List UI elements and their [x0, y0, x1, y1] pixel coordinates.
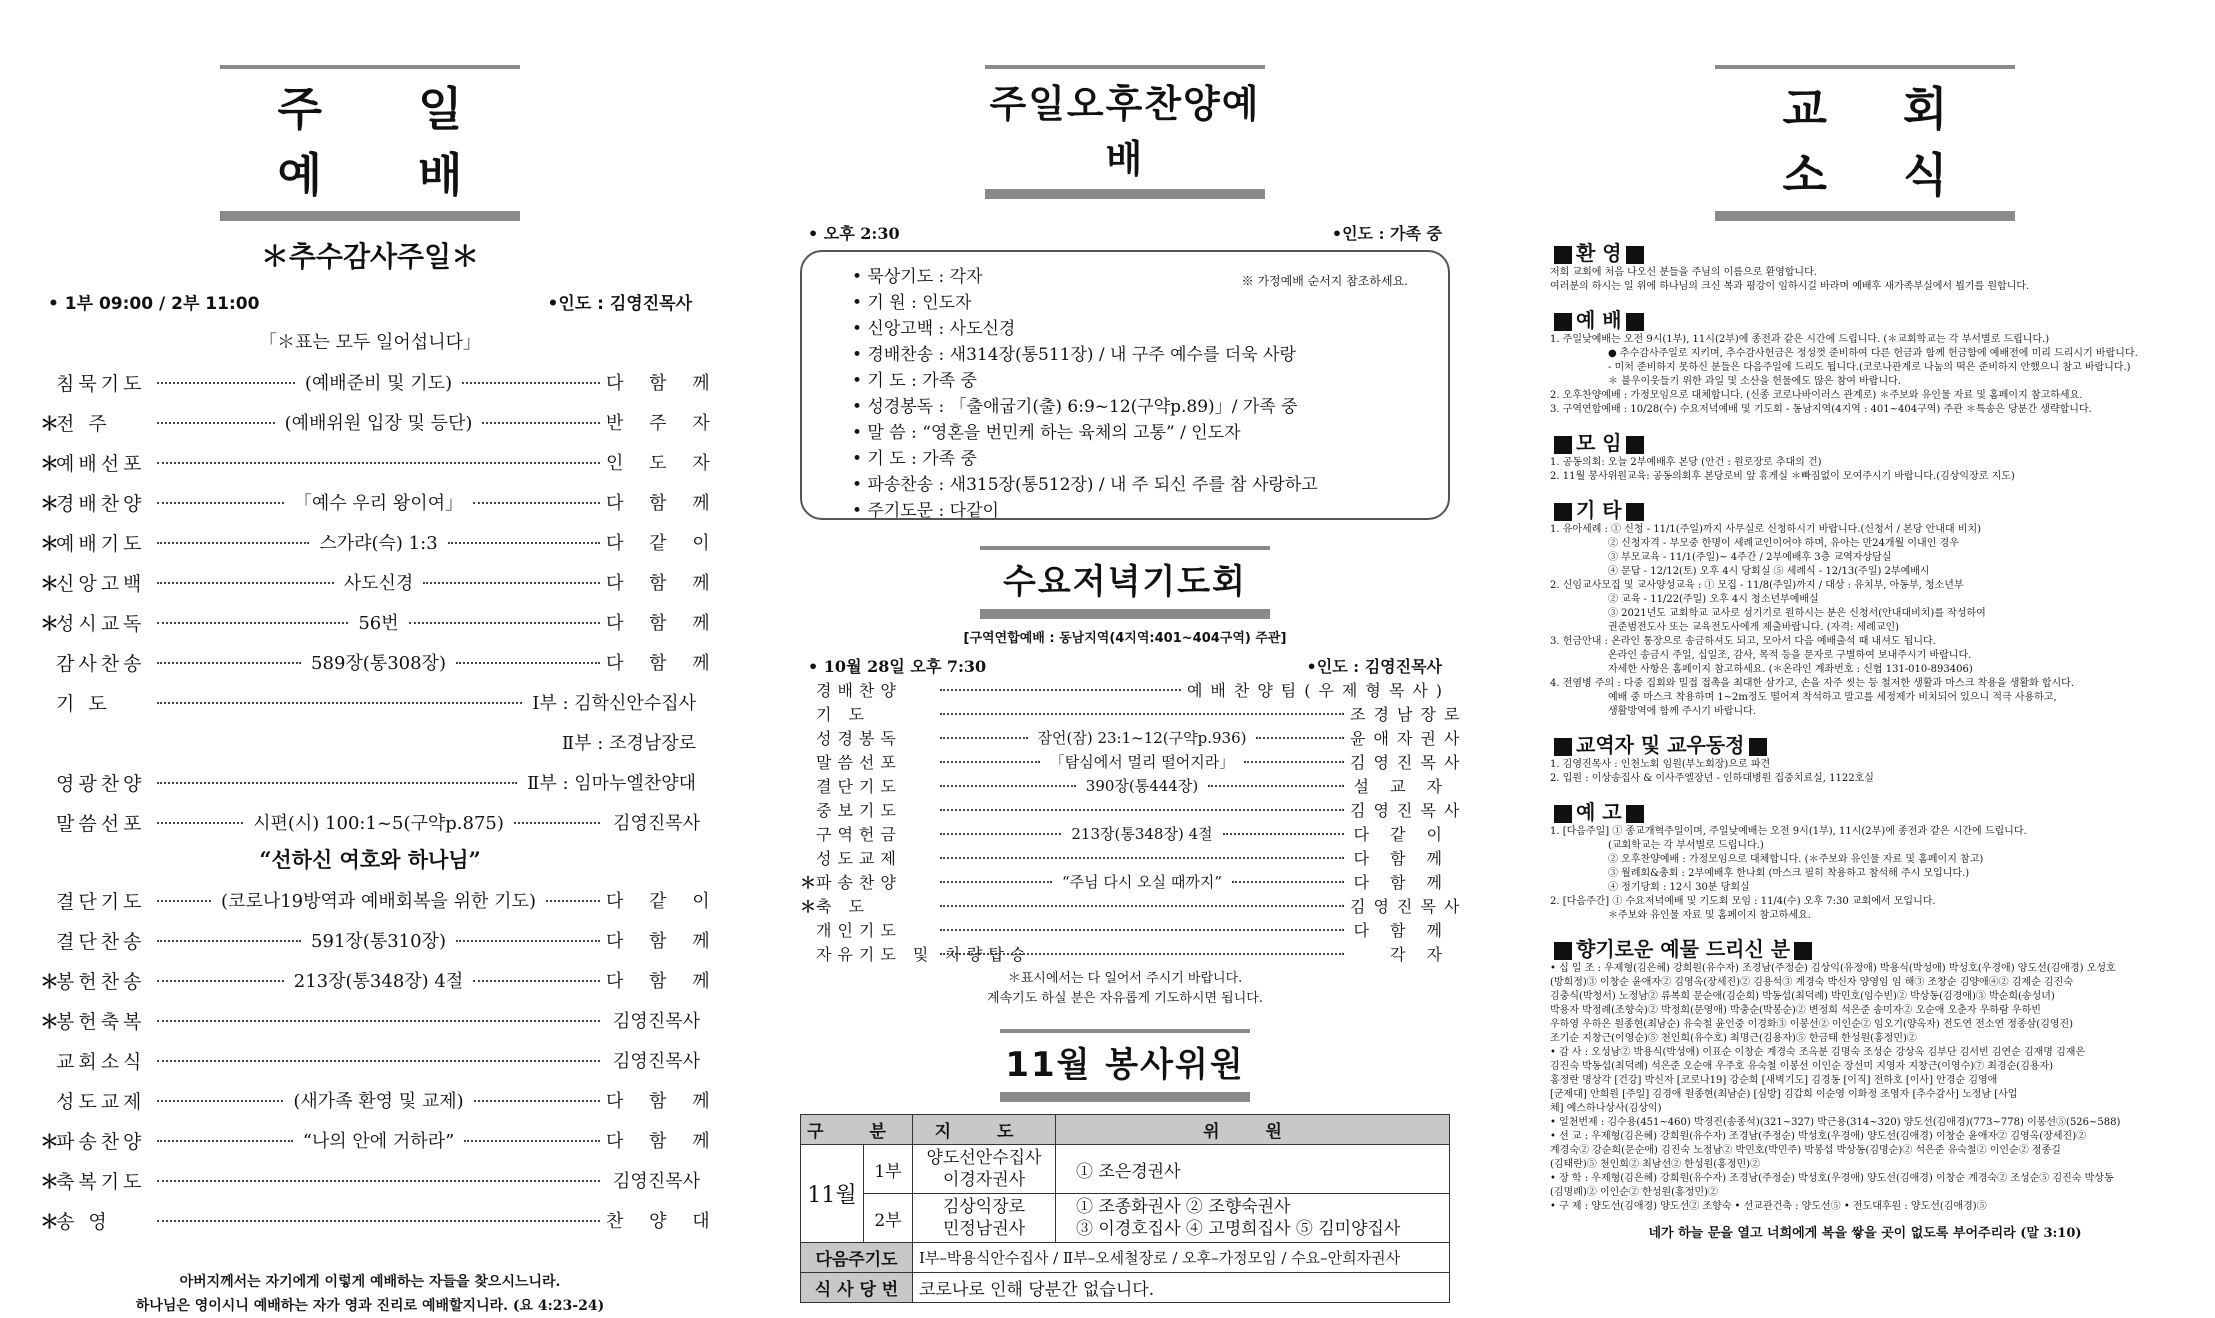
service-row: [40, 402, 720, 442]
part1-leader: 양도선안수집사 이경자권사: [913, 1145, 1056, 1194]
etc-line: 온라인 송금시 주일, 십일조, 감사, 목적 등을 문자로 구별하여 보내주시기 바랍니다.: [1608, 650, 1972, 661]
item-name: 경배찬양: [816, 680, 902, 700]
sunday-worship-title: 주 일 예 배: [277, 82, 503, 202]
offering-line: (방희정)③ 이창순 윤애자② 김영옥(장세진)② 김용석③ 계경숙 박신자 양영임 임 해③ 조창순 김양애④② 김제순 김진숙: [1550, 977, 2073, 988]
notice-line: ④ 정기당회 : 12시 30분 당회실: [1608, 882, 1750, 893]
notice-line: ＊주보와 유인물 자료 및 홈페이지 참고하세요.: [1608, 910, 1811, 921]
welcome-line: 여러분의 하시는 일 위에 하나님의 크신 복과 평강이 임하시길 바라며 예배후 새가족부실에서 뵙기를 원합니다.: [1550, 281, 2030, 292]
prayer-label: 기 도: [56, 692, 111, 715]
part1-cell: 1부: [864, 1145, 913, 1194]
service-row: [40, 960, 720, 1000]
item-content: 잠언(잠) 23:1~12(구약p.936): [1037, 728, 1247, 747]
meeting-heading: 모 임: [1550, 427, 2180, 456]
item-person: 인 도 자: [606, 453, 720, 474]
etc-line: 3. 헌금안내 : 온라인 통장으로 송금하셔도 되고, 모아서 다음 예배출석 때 내셔도 됩니다.: [1550, 636, 1936, 647]
service-row: [40, 1040, 700, 1080]
worship-heading: 예 배: [1550, 304, 2180, 333]
offering-line: • 구 제 : 양도선(김애경) 양도선② 조향숙 • 선교관건축 : 양도선⑤ • 전도대후원 : 양도선(김애경)⑤: [1550, 1201, 1987, 1212]
stand-marker: ＊: [40, 1130, 60, 1153]
glory-choir: Ⅱ부 : 임마누엘찬양대: [527, 773, 696, 794]
afternoon-line: • 주기도문 : 다같이: [852, 501, 999, 521]
item-person: 다 함 께: [606, 1131, 720, 1152]
service-row: [800, 773, 1450, 797]
meal-label: 식 사 당 번: [801, 1273, 913, 1303]
item-content: “나의 안에 거하라”: [302, 1131, 455, 1152]
col-leader: 지 도: [913, 1115, 1056, 1145]
stand-marker: ＊: [40, 970, 60, 993]
service-row: [800, 869, 1450, 893]
stand-marker: ＊: [40, 1010, 60, 1033]
item-name: 신앙고백: [56, 572, 146, 595]
service-row: [40, 880, 720, 920]
meeting-line: 1. 공동의회: 오늘 2부예배후 본당 (안건 : 원로장로 추대의 건): [1550, 457, 1822, 468]
item-name: 성경봉독: [816, 728, 902, 748]
item-name: 파송찬양: [56, 1130, 146, 1153]
etc-line: 1. 유아세례 : ① 신청 - 11/1(주일)까지 사무실로 신청하시기 바랍니다.(신청서 / 본당 안내대 비치): [1550, 524, 1982, 535]
wednesday-banner: [980, 546, 1270, 619]
news-banner: [1715, 65, 2015, 221]
news-title: 교 회 소 식: [1782, 82, 1978, 202]
service-row: [800, 941, 1450, 965]
welcome-heading: 환 영: [1550, 237, 2180, 266]
service-row: [800, 821, 1450, 845]
volunteers-title: 11월 봉사위원: [1005, 1045, 1245, 1085]
item-content: 390장(통444장): [1085, 776, 1199, 795]
item-content: 「예수 우리 왕이여」: [293, 493, 464, 514]
part2-members-line1: ① 조종화권사 ② 조향숙권사: [1076, 1197, 1291, 1217]
offering-line: [군제대] 안희원 [주일] 김경애 원종현(최남순) [심방] 김갑희 이순영 이화정 조영자 [추수감사] 노정남 [사업: [1550, 1089, 2018, 1100]
item-person: 반 주 자: [606, 413, 720, 434]
wednesday-leader: •인도 : 김영진목사: [1306, 657, 1442, 676]
prayer-part1: Ⅰ부 : 김학신안수집사: [532, 693, 696, 714]
item-content: 589장(통308장): [311, 653, 446, 674]
item-person: 김영진목사: [613, 1011, 700, 1032]
staff-line: 2. 입원 : 이상송집사 & 이사주엘장년 - 인하대병원 집중치료실, 1122호실: [1550, 773, 1874, 784]
item-name: 말씀선포: [816, 752, 902, 772]
sermon-text: 시편(시) 100:1~5(구약p.875): [253, 813, 504, 834]
wednesday-title: 수요저녁기도회: [1003, 562, 1247, 602]
staff-text: [1550, 758, 2180, 786]
worship-line: 1. 주일낮예배는 오전 9시(1부), 11시(2부)에 종전과 같은 시간에 드립니다. (＊교회학교는 각 부서별로 드립니다.): [1550, 334, 2050, 345]
item-content: “주님 다시 오실 때까지”: [1061, 872, 1223, 891]
notice-line: 1. [다음주일] ① 종교개혁주일이며, 주일낮예배는 오전 9시(1부), 11시(2부)에 종전과 같은 시간에 드립니다.: [1550, 826, 2027, 837]
afternoon-line: • 기 원 : 인도자: [852, 293, 972, 313]
volunteers-table: [800, 1114, 1450, 1303]
item-person: 김영진목사: [613, 1171, 700, 1192]
service-row: [40, 642, 720, 682]
item-content: 56번: [358, 613, 399, 634]
item-content: 「탐심에서 멀리 떨어지라」: [1049, 752, 1235, 771]
offering-line: 조기순 지창근(이영순)⑤ 천인희(유수호) 최명근(김용자)⑤ 한금태 한성원(홍정민)②: [1550, 1033, 1917, 1044]
wednesday-time: • 10월 28일 오후 7:30: [808, 657, 987, 676]
stand-note: 「＊표는 모두 일어섭니다」: [259, 332, 481, 353]
item-person: 다 함 께: [606, 971, 720, 992]
service-row: [800, 797, 1468, 821]
offering-line: 박용자 박정례(조향숙)② 박정희(문영애) 박충순(박봉순)② 변정희 석은준 송미자② 오순애 오춘자 우하람 우하빈: [1550, 1005, 2041, 1016]
meeting-text: [1550, 456, 2180, 484]
item-person: 다 함 께: [606, 653, 720, 674]
afternoon-leader: •인도 : 가족 중: [1331, 224, 1442, 243]
etc-line: ③ 부모교육 - 11/1(주일)~ 4주간 / 2부예배후 3층 교역자상담실: [1608, 552, 1892, 563]
offering-text: [1550, 962, 2180, 1214]
service-row: [40, 522, 720, 562]
offering-line: (김명례)② 이인순② 한성원(홍정민)②: [1550, 1187, 1718, 1198]
footer-verse: 네가 하늘 문을 열고 너희에게 복을 쌓을 곳이 없도록 부어주리라 (말 3:10): [1648, 1226, 2082, 1241]
etc-line: ② 교육 - 11/22(주일) 오후 4시 청소년부예배실: [1608, 594, 1819, 605]
afternoon-line: • 파송찬송 : 새315장(통512장) / 내 주 되신 주를 참 사랑하고: [852, 475, 1318, 495]
item-name: 성도교제: [56, 1090, 146, 1113]
service-row: [40, 1160, 700, 1200]
item-name: 축 도: [816, 896, 870, 916]
welcome-text: [1550, 266, 2180, 294]
scripture-verse: [40, 1270, 700, 1318]
afternoon-line: • 신앙고백 : 사도신경: [852, 319, 1016, 339]
item-name: 성도교제: [816, 848, 902, 868]
item-name: 개인기도: [816, 920, 902, 940]
notice-line: ② 오후찬양예배 : 가정모임으로 대체합니다. (＊주보와 유인물 자료 및 홈페이지 참고): [1608, 854, 1984, 865]
staff-heading: 교역자 및 교우동정: [1550, 729, 2180, 758]
meal-duty: 코로나로 인해 당분간 없습니다.: [913, 1273, 1450, 1303]
worship-text: [1550, 333, 2180, 417]
stand-marker: ＊: [40, 1170, 60, 1193]
notice-line: ③ 월례회&총회 : 2부예배후 한나회 (마스크 필히 착용하고 참석해 주시 모입니다.): [1608, 868, 1970, 879]
col-division: 구 분: [801, 1115, 913, 1145]
offering-heading: 향기로운 예물 드리신 분: [1550, 933, 2180, 962]
afternoon-line: • 기 도 : 가족 중: [852, 449, 977, 469]
service-row: [40, 1120, 720, 1160]
service-leader: •인도 : 김영진목사: [547, 294, 692, 314]
next-prayer: Ⅰ부–박용식안수집사 / Ⅱ부–오세철장로 / 오후–가정모임 / 수요–안희자권사: [913, 1243, 1450, 1273]
stand-marker: ＊: [40, 612, 60, 635]
stand-marker: ＊: [800, 896, 817, 916]
item-person: 김영진목사: [613, 1051, 700, 1072]
service-row: [40, 1080, 720, 1120]
item-person: 다 함 께: [1353, 872, 1450, 892]
item-name: 중보기도: [816, 800, 902, 820]
part2-leader: 김상익장로 민정남권사: [913, 1194, 1056, 1243]
item-content: 스가랴(슥) 1:3: [319, 533, 438, 554]
service-row-glory: [40, 762, 700, 802]
offering-line: 홍정란 명상각 [건강] 박신자 [코로나19] 강순희 [새벽기도] 김경동 [이직] 전하호 [이사] 안경순 김영애: [1550, 1075, 1998, 1086]
item-name: 전 주: [56, 412, 111, 435]
item-name: 예배기도: [56, 532, 146, 555]
etc-line: 2. 신임교사모집 및 교사양성교육 : ① 모집 - 11/8(주일)까지 / 대상 : 유치부, 아동부, 청소년부: [1550, 580, 1964, 591]
item-person: 다 함 께: [606, 573, 720, 594]
item-name: 구역헌금: [816, 824, 902, 844]
offering-line: (김태란)⑤ 천인희② 최남선② 한성원(홍정민)②: [1550, 1159, 1761, 1170]
notice-heading: 예 고: [1550, 796, 2180, 825]
item-name: 교회소식: [56, 1050, 146, 1073]
etc-line: ④ 문답 - 12/12(토) 오후 4시 당회실 ⑤ 세례식 - 12/13(주일) 2부예배시: [1608, 566, 1930, 577]
stand-marker: ＊: [40, 452, 60, 475]
service-row-prayer2: [40, 722, 700, 762]
item-name: 봉헌축복: [56, 1010, 146, 1033]
offering-line: 김충식(박청서) 노정남② 류복희 문순애(김순희) 박동섭(최덕례) 박민호(임수빈)② 박상동(김경애)③ 박순희(송성녀): [1550, 991, 2055, 1002]
item-person: 조경남장로: [1350, 704, 1468, 724]
wednesday-order: [800, 677, 1468, 965]
service-row: [800, 893, 1468, 917]
service-row: [800, 701, 1468, 725]
order-of-service: [40, 362, 720, 682]
etc-line: ② 신청자격 - 부모중 한명이 세례교인이어야 하며, 유아는 만24개월 이내인 경우: [1608, 538, 1959, 549]
item-person: 다 함 께: [606, 1091, 720, 1112]
item-person: 다 같 이: [606, 891, 720, 912]
item-content: 213장(통348장) 4절: [1071, 824, 1213, 843]
part2-members: [1056, 1194, 1450, 1243]
sunday-worship-banner: [220, 65, 520, 221]
thanksgiving-subtitle: ＊추수감사주일＊: [260, 240, 480, 273]
part2-members-line2: ③ 이경호집사 ④ 고명희집사 ⑤ 김미양집사: [1076, 1219, 1401, 1239]
worship-line: 2. 오후찬양예배 : 가정모임으로 대체합니다. (신종 코로나바이러스 관계로) ＊주보와 유인물 자료 및 홈페이지 참고하세요.: [1550, 390, 2083, 401]
glory-label: 영광찬양: [56, 772, 146, 795]
church-news-column: [1550, 0, 2180, 1240]
item-name: 결단기도: [56, 890, 146, 913]
offering-line: • 십 일 조 : 우제형(김은혜) 강희원(유수자) 조경남(주정순) 김상익(유정애) 박용식(박성애) 박성호(우경애) 양도선(김애경) 오성호: [1550, 963, 2116, 974]
item-person: 다 함 께: [606, 373, 720, 394]
item-name: 성시교독: [56, 612, 146, 635]
sermon-label: 말씀선포: [56, 812, 146, 835]
part2-cell: 2부: [864, 1194, 913, 1243]
worship-line: 3. 구역연합예배 : 10/28(수) 수요저녁예배 및 기도회 - 동남지역(4지역 : 401~404구역) 주관 ＊특송은 당분간 생략합니다.: [1550, 404, 2092, 415]
part1-members: ① 조은경권사: [1056, 1145, 1450, 1194]
offering-line: • 선 교 : 우제형(김은혜) 강희원(유수자) 조경남(주정순) 박성호(우경애) 양도선(김애경) 이창순 윤애자② 김영옥(장세진)②: [1550, 1131, 2087, 1142]
meeting-line: 2. 11월 봉사위원교육: 공동의회후 본당로비 앞 휴게실 ＊빠짐없이 모여주시기 바랍니다.(김상익장로 지도): [1550, 471, 2015, 482]
item-person: 김영진목사: [1350, 896, 1468, 916]
item-name: 파송찬양: [816, 872, 902, 892]
item-person: 설 교 자: [1353, 776, 1450, 796]
service-row: [800, 677, 1450, 701]
item-person: 다 같 이: [606, 533, 720, 554]
service-row: [800, 749, 1468, 773]
item-name: 기 도: [816, 704, 870, 724]
stand-marker: ＊: [800, 872, 817, 892]
item-name: 감사찬송: [56, 652, 146, 675]
offering-line: • 일천번제 : 김수용(451~460) 박경진(송종석)(321~327) 박근용(314~320) 양도선(김애경)(773~778) 이봉선⑤(526~588): [1550, 1117, 2121, 1128]
service-row: [40, 442, 720, 482]
next-prayer-label: 다음주기도: [801, 1243, 913, 1273]
item-content: 591장(통310장): [311, 931, 446, 952]
etc-line: 예배 중 마스크 착용하며 1~2m정도 떨어져 착석하고 말고를 세정제가 비치되어 있으니 적극 사용하고,: [1608, 692, 2057, 703]
service-row: [40, 362, 720, 402]
offering-line: 계경숙② 강순희(문순애) 김진숙 노정남② 박민호(박민주) 박봉섭 박상동(김명순)② 석은준 유숙철② 이인순② 정종길: [1550, 1145, 2061, 1156]
afternoon-line: • 성경봉독 : 「출애굽기(출) 6:9~12(구약p.89)」/ 가족 중: [852, 397, 1298, 417]
wednesday-note-2: 계속기도 하실 분은 자유롭게 기도하시면 됩니다.: [987, 991, 1263, 1006]
item-person: 찬 양 대: [606, 1211, 720, 1232]
item-name: 결단기도: [816, 776, 902, 796]
item-person: 다 함 께: [1353, 848, 1450, 868]
item-name: 송 영: [56, 1210, 111, 1233]
etc-line: 4. 전염병 주의 : 다중 집회와 밀접 접촉을 최대한 삼가고, 손을 자주 씻는 등 철저한 생활과 마스크 착용을 생활화 합시다.: [1550, 678, 2075, 689]
service-row: [40, 482, 720, 522]
afternoon-column: [800, 0, 1468, 1300]
item-person: 다 함 께: [606, 493, 720, 514]
welcome-line: 저희 교회에 처음 나오신 분들을 주님의 이름으로 환영합니다.: [1550, 267, 1817, 278]
item-person: 다 함 께: [1353, 920, 1450, 940]
afternoon-line: • 말 씀 : “영혼을 번민케 하는 육체의 고통” / 인도자: [852, 423, 1241, 443]
stand-marker: ＊: [40, 412, 60, 435]
item-person: 김영진목사: [1350, 752, 1468, 772]
item-person: 각 자: [1390, 944, 1450, 964]
item-person: 윤애자권사: [1350, 728, 1468, 748]
service-row: [40, 562, 720, 602]
afternoon-time: • 오후 2:30: [808, 224, 900, 243]
item-name: 봉헌찬송: [56, 970, 146, 993]
item-person: 김영진목사: [1350, 800, 1468, 820]
col-members: 위 원: [1056, 1115, 1450, 1145]
service-row: [800, 845, 1450, 869]
service-row: [40, 602, 720, 642]
offering-line: 김진숙 박동섭(최덕례) 석은준 오순애 우주호 유숙철 이봉선 이인순 장선미 지영자 지창근(이영수)⑦ 최경순(김용자): [1550, 1061, 2054, 1072]
service-row: [40, 1000, 700, 1040]
afternoon-title: 주일오후찬양예배: [989, 82, 1261, 181]
worship-line: ● 추수감사주일로 지키며, 추수감사헌금은 정성껏 준비하여 다른 헌금과 함께 헌금함에 예배전에 미리 드리시기 바랍니다.: [1608, 348, 2138, 359]
wednesday-note-1: ＊표시에서는 다 일어서 주시기 바랍니다.: [1007, 971, 1243, 986]
volunteers-banner: [1000, 1029, 1250, 1102]
worship-line: ＊ 불우이웃들기 위한 과일 및 소산을 헌물에도 많은 참여 바랍니다.: [1608, 376, 1901, 387]
item-name: 예배선포: [56, 452, 146, 475]
notice-line: (교회학교는 각 부서별로 드립니다.): [1608, 840, 1764, 851]
etc-line: 권준범전도사 또는 교육전도사에게 제출바랍니다. (자격: 세례교인): [1608, 622, 1900, 633]
item-name: 침묵기도: [56, 372, 146, 395]
etc-text: [1550, 523, 2180, 719]
item-person: 다 같 이: [1353, 824, 1450, 844]
offering-line: • 장 학 : 우제형(김은혜) 강희원(유수자) 조경남(주정순) 박성호(우경애) 양도선(김애경) 이창순 계경숙② 조성순⑤ 김진숙 박상동: [1550, 1173, 2114, 1184]
service-times: • 1부 09:00 / 2부 11:00: [48, 294, 260, 314]
item-name: 경배찬양: [56, 492, 146, 515]
service-row: [40, 920, 720, 960]
afternoon-line: • 경배찬송 : 새314장(통511장) / 내 구주 예수를 더욱 사랑: [852, 345, 1296, 365]
district-note: [구역연합예배 : 동남지역(4지역:401~404구역) 주관]: [963, 631, 1287, 646]
worship-line: - 미처 준비하지 못하신 분들은 다음주일에 드리도 됩니다.(코로나관계로 나눔의 떡은 준비하지 안했으니 참고 바랍니다.): [1608, 362, 2131, 373]
verse-line-2: 하나님은 영이시니 예배하는 자가 영과 진리로 예배할지니라. (요 4:23-24): [135, 1298, 605, 1314]
verse-line-1: 아버지께서는 자기에게 이렇게 예배하는 자들을 찾으시느니라.: [179, 1274, 561, 1290]
offering-line: 체] 예스하나상사(김상익): [1550, 1103, 1662, 1114]
stand-marker: ＊: [40, 532, 60, 555]
sunday-worship-column: [40, 0, 720, 1314]
item-content: (예배준비 및 기도): [304, 373, 453, 394]
notice-line: 2. [다음주간] ① 수요저녁예배 및 기도회 모임 : 11/4(수) 오후 7:30 교회에서 모입니다.: [1550, 896, 1936, 907]
staff-line: 1. 김영진목사 : 인천노회 임원(부노회장)으로 파견: [1550, 759, 1771, 770]
notice-text: [1550, 825, 2180, 923]
stand-marker: ＊: [40, 1210, 60, 1233]
item-content: (예배위원 입장 및 등단): [284, 413, 473, 434]
item-name: 축복기도: [56, 1170, 146, 1193]
item-person: 예배찬양팀(우제형목사): [1186, 680, 1450, 700]
item-content: 사도신경: [343, 573, 414, 594]
etc-line: 생활방역에 함께 주시기 바랍니다.: [1608, 706, 1756, 717]
month-cell: 11월: [801, 1145, 864, 1243]
item-name: 자유기도 및 차량탑승: [816, 944, 1032, 964]
afternoon-line: • 기 도 : 가족 중: [852, 371, 977, 391]
sermon-title: “선하신 여호와 하나님”: [259, 847, 481, 872]
stand-marker: ＊: [40, 572, 60, 595]
item-person: 다 함 께: [606, 613, 720, 634]
etc-heading: 기 타: [1550, 494, 2180, 523]
item-content: (코로나19방역과 예배회복을 위한 기도): [221, 891, 536, 912]
afternoon-banner: [985, 65, 1265, 199]
order-of-service-2: [40, 880, 720, 1240]
etc-line: 자세한 사항은 홈페이지 참고하세요. (＊온라인 계좌번호 : 신협 131-010-893406): [1608, 664, 1973, 675]
service-row: [800, 917, 1450, 941]
item-name: 결단찬송: [56, 930, 146, 953]
service-row-prayer: [40, 682, 700, 722]
stand-marker: ＊: [40, 492, 60, 515]
prayer-part2: Ⅱ부 : 조경남장로: [561, 733, 696, 754]
afternoon-line: • 묵상기도 : 각자: [852, 267, 983, 287]
family-note: ※ 가정예배 순서지 참조하세요.: [1241, 274, 1408, 288]
service-row: [800, 725, 1468, 749]
offering-line: • 감 사 : 오성남② 박용식(박성애) 이표순 이창순 계경숙 조옥분 김명숙 조성순 강상옥 김부단 김서빈 김연순 김재명 김재은: [1550, 1047, 2086, 1058]
item-person: 다 함 께: [606, 931, 720, 952]
item-content: 213장(통348장) 4절: [293, 971, 464, 992]
service-row-sermon: [40, 802, 700, 842]
afternoon-order-box: [800, 250, 1450, 520]
etc-line: ③ 2021년도 교회학교 교사로 섬기기로 원하시는 분은 신청서(안내대비치)를 작성하여: [1608, 608, 1986, 619]
item-content: (새가족 환영 및 교제): [293, 1091, 464, 1112]
sermon-preacher: 김영진목사: [613, 813, 701, 834]
service-row: [40, 1200, 720, 1240]
offering-line: 우하영 우하은 원종현(최남순) 유숙철 윤인중 이경화③ 이봉선② 이인순② 임오기(양옥자) 전도연 전소연 정종삼(김영진): [1550, 1019, 2074, 1030]
